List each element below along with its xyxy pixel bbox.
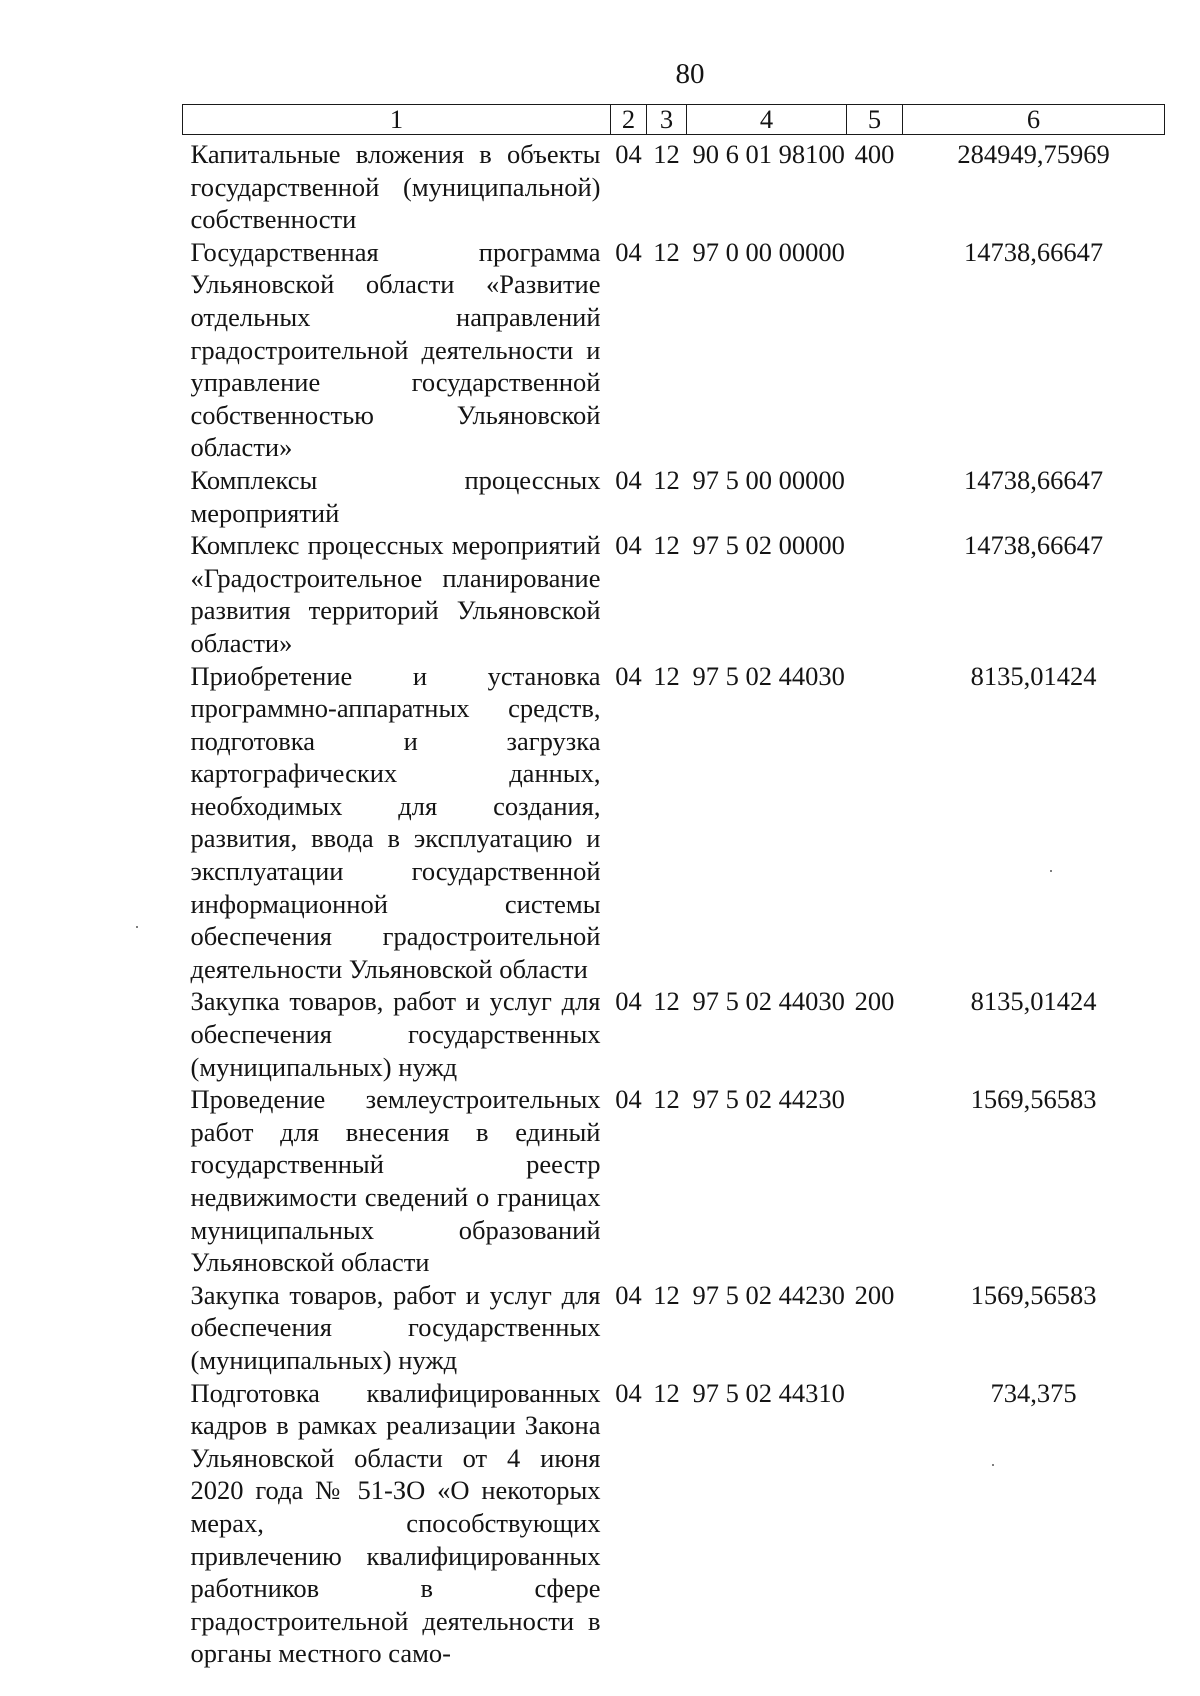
table-row <box>183 1279 1165 1377</box>
table-row <box>183 135 1165 236</box>
row-subsection: 12 <box>653 1377 680 1408</box>
column-header-section: 2 <box>611 105 647 135</box>
row-name: Капитальные вложения в объекты государственной (муниципальной) собственности <box>190 139 601 235</box>
row-target: 97 5 00 00000 <box>692 464 845 495</box>
row-target: 97 5 02 44030 <box>692 660 845 691</box>
row-expense-type <box>847 529 903 659</box>
row-subsection: 12 <box>653 986 680 1017</box>
row-expense-type <box>847 660 903 986</box>
row-amount: 14738,66647 <box>963 464 1104 495</box>
row-section: 04 <box>615 1279 642 1310</box>
column-header-expense-type: 5 <box>847 105 903 135</box>
row-subsection: 12 <box>653 530 680 561</box>
row-name: Комплексы процессных мероприятий <box>190 464 601 528</box>
budget-table <box>182 104 1165 1670</box>
row-expense-type <box>847 1083 903 1279</box>
row-target: 97 5 02 44030 <box>692 986 845 1017</box>
table-header-row <box>183 105 1165 135</box>
row-amount: 8135,01424 <box>970 986 1097 1017</box>
row-subsection: 12 <box>653 139 680 169</box>
row-name: Комплекс процессных мероприятий «Градостроительное планирование развития территорий Ульяновской области» <box>190 530 601 658</box>
row-target: 97 0 00 00000 <box>692 236 845 267</box>
row-subsection: 12 <box>653 464 680 495</box>
row-section: 04 <box>615 660 642 691</box>
row-expense-type <box>847 464 903 529</box>
row-amount: 284949,75969 <box>957 139 1110 169</box>
scan-speck <box>1050 870 1052 872</box>
scan-speck <box>136 926 138 928</box>
column-header-amount: 6 <box>903 105 1165 135</box>
column-header-target: 4 <box>687 105 847 135</box>
row-expense-type <box>847 1377 903 1670</box>
row-amount: 14738,66647 <box>963 236 1104 267</box>
row-subsection: 12 <box>653 660 680 691</box>
table-row <box>183 660 1165 986</box>
row-expense-type: 200 <box>854 1279 895 1310</box>
row-name: Государственная программа Ульяновской области «Развитие отдельных направлений градостроительной деятельности и управление государственной собственностью Ульяновской области» <box>190 236 601 463</box>
row-expense-type: 200 <box>854 986 895 1017</box>
row-section: 04 <box>615 1084 642 1115</box>
page-number: 80 <box>675 58 705 90</box>
row-name: Проведение землеустроительных работ для внесения в единый государственный реестр недвижимости сведений о границах муниципальных образований Ульяновской области <box>190 1084 601 1278</box>
row-expense-type: 400 <box>854 139 895 169</box>
row-section: 04 <box>615 986 642 1017</box>
row-section: 04 <box>615 139 642 169</box>
row-target: 97 5 02 00000 <box>692 530 845 561</box>
row-subsection: 12 <box>653 1084 680 1115</box>
row-amount: 1569,56583 <box>970 1279 1097 1310</box>
row-name: Закупка товаров, работ и услуг для обеспечения государственных (муниципальных) нужд <box>190 1279 601 1375</box>
row-section: 04 <box>615 464 642 495</box>
row-target: 90 6 01 98100 <box>692 139 845 169</box>
row-section: 04 <box>615 530 642 561</box>
row-target: 97 5 02 44230 <box>692 1279 845 1310</box>
row-amount: 1569,56583 <box>970 1084 1097 1115</box>
scan-speck <box>992 1464 994 1466</box>
table-row <box>183 1377 1165 1670</box>
row-name: Приобретение и установка программно-аппаратных средств, подготовка и загрузка картографических данных, необходимых для создания, развития, ввода в эксплуатацию и эксплуатации государственной информационной системы обеспечения градостроительной деятельности Ульяновской области <box>190 660 601 984</box>
row-name: Закупка товаров, работ и услуг для обеспечения государственных (муниципальных) нужд <box>190 986 601 1082</box>
row-section: 04 <box>615 1377 642 1408</box>
row-subsection: 12 <box>653 1279 680 1310</box>
table-row <box>183 236 1165 464</box>
row-subsection: 12 <box>653 236 680 267</box>
row-amount: 8135,01424 <box>970 660 1097 691</box>
row-section: 04 <box>615 236 642 267</box>
row-amount: 14738,66647 <box>963 530 1104 561</box>
table-row <box>183 985 1165 1083</box>
table-row <box>183 529 1165 659</box>
row-name: Подготовка квалифицированных кадров в рамках реализации Закона Ульяновской области от 4 июня 2020 года № 51-ЗО «О некоторых мерах, способствующих привлечению квалифицированных работников в сфере градостроительной деятельности в органы местного само- <box>190 1377 601 1669</box>
row-target: 97 5 02 44230 <box>692 1084 845 1115</box>
row-expense-type <box>847 236 903 464</box>
table-row <box>183 1083 1165 1279</box>
row-amount: 734,375 <box>990 1377 1077 1408</box>
table-row <box>183 464 1165 529</box>
row-target: 97 5 02 44310 <box>692 1377 845 1408</box>
column-header-subsection: 3 <box>647 105 687 135</box>
column-header-name: 1 <box>183 105 611 135</box>
